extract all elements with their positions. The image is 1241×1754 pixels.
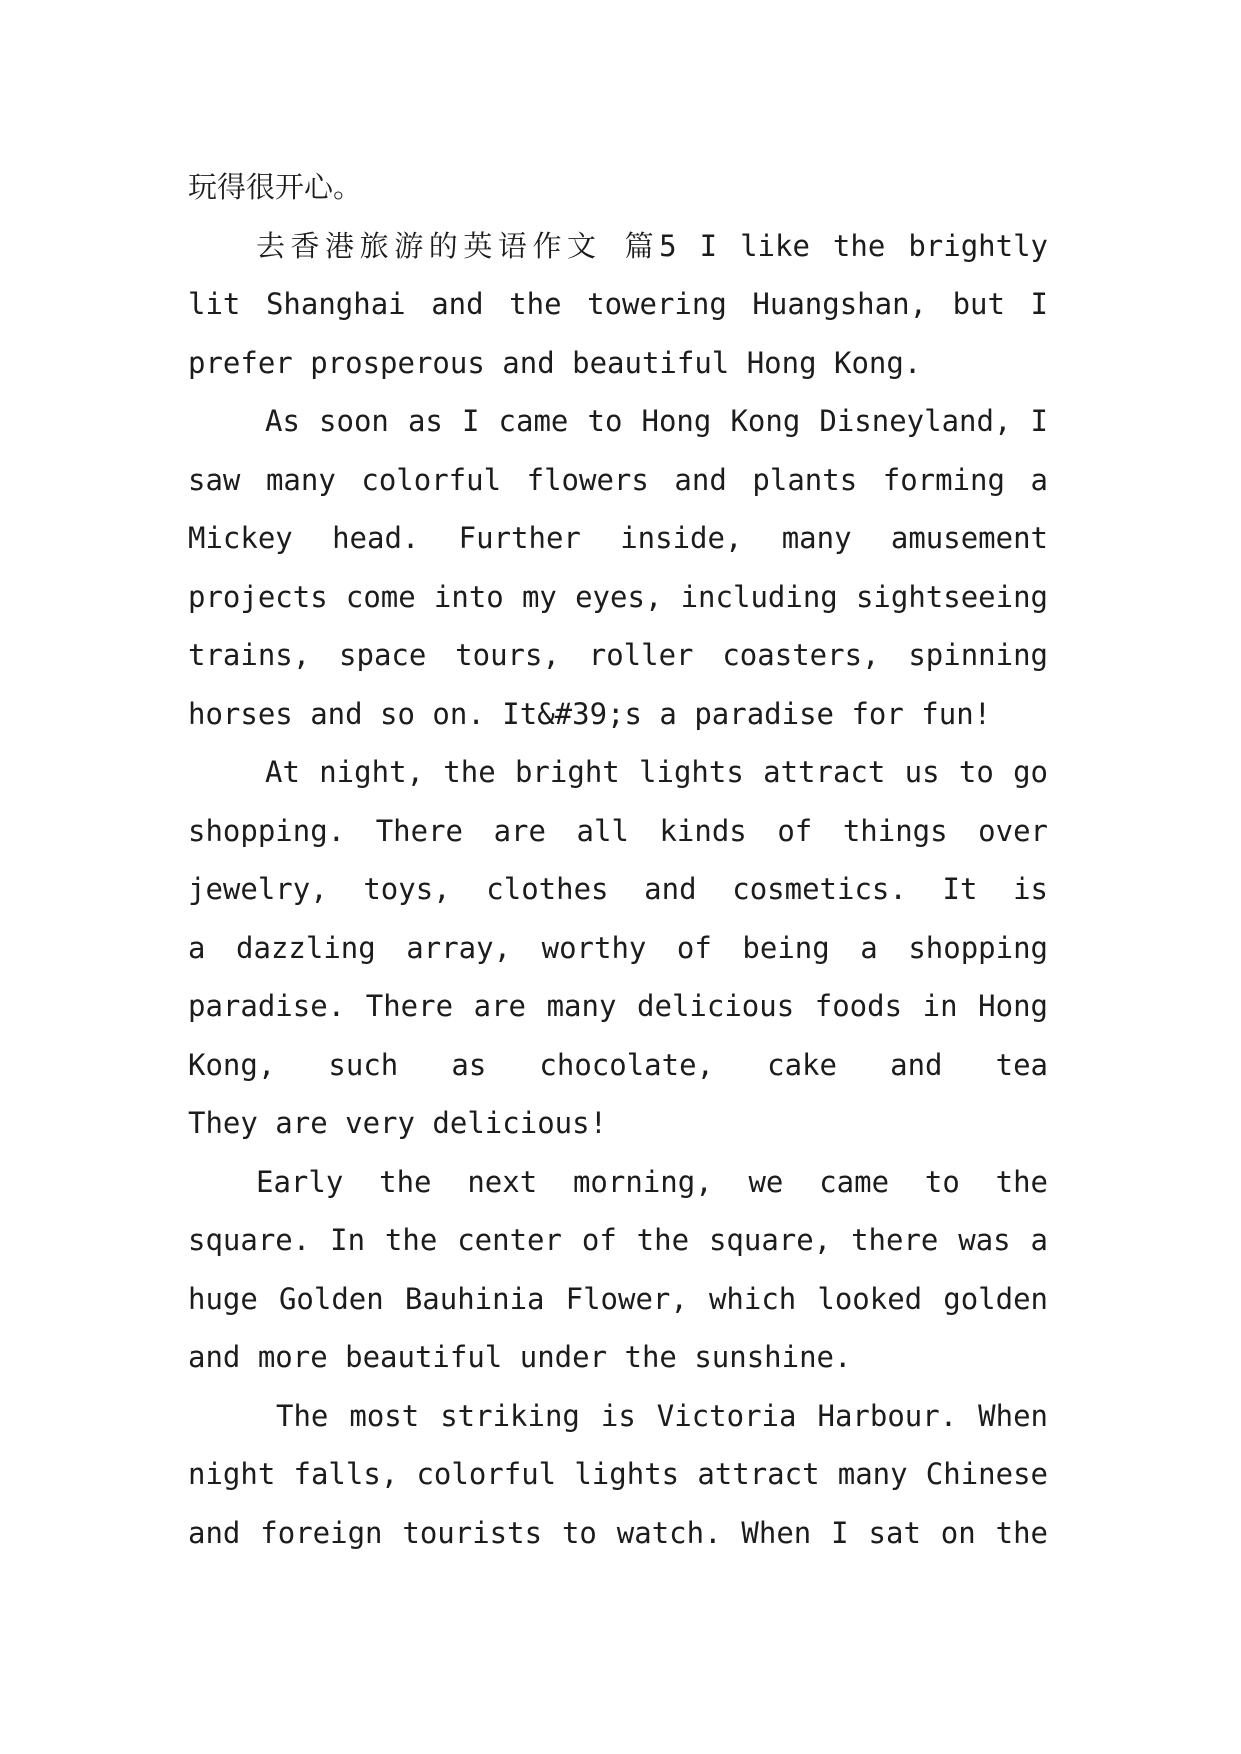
text-line: square. In the center of the square, there was a <box>188 1223 1048 1257</box>
text-line: huge Golden Bauhinia Flower, which looked golden <box>188 1281 1048 1316</box>
text-line: Mickey head. Further inside, many amusement <box>188 521 1048 555</box>
text-line: Early the next morning, we came to the <box>256 1164 1048 1199</box>
text-line: horses and so on. It&#39;s a paradise for fun! <box>188 696 992 731</box>
text-line: and foreign tourists to watch. When I sat on the <box>188 1515 1048 1550</box>
text-line: and more beautiful under the sunshine. <box>188 1340 852 1374</box>
text-line: paradise. There are many delicious foods in Hong <box>188 989 1048 1023</box>
text-line: projects come into my eyes, including sightseeing <box>188 579 1048 614</box>
text-line: As soon as I came to Hong Kong Disneyland, I <box>265 404 1048 438</box>
text-line: trains, space tours, roller coasters, spinning <box>188 638 1048 672</box>
text-line: saw many colorful flowers and plants forming a <box>188 462 1048 497</box>
text-line: night falls, colorful lights attract many Chinese <box>188 1457 1048 1491</box>
text-line: prefer prosperous and beautiful Hong Kong. <box>188 345 922 380</box>
essay-text <box>188 158 1048 1562</box>
text-line: jewelry, toys, clothes and cosmetics. It is <box>188 872 1048 906</box>
text-line: shopping. There are all kinds of things over <box>188 813 1048 848</box>
text-line: At night, the bright lights attract us to go <box>265 755 1048 789</box>
text-line: The most striking is Victoria Harbour. When <box>276 1398 1048 1433</box>
text-line: lit Shanghai and the towering Huangshan, but I <box>188 287 1048 321</box>
text-line: 玩得很开心。 <box>188 170 363 204</box>
text-line: 去香港旅游的英语作文 篇5 I like the brightly <box>256 228 1048 263</box>
text-line: Kong, such as chocolate, cake and tea <box>188 1047 1048 1082</box>
text-line: They are very delicious! <box>188 1106 608 1140</box>
text-line: a dazzling array, worthy of being a shopping <box>188 930 1048 965</box>
